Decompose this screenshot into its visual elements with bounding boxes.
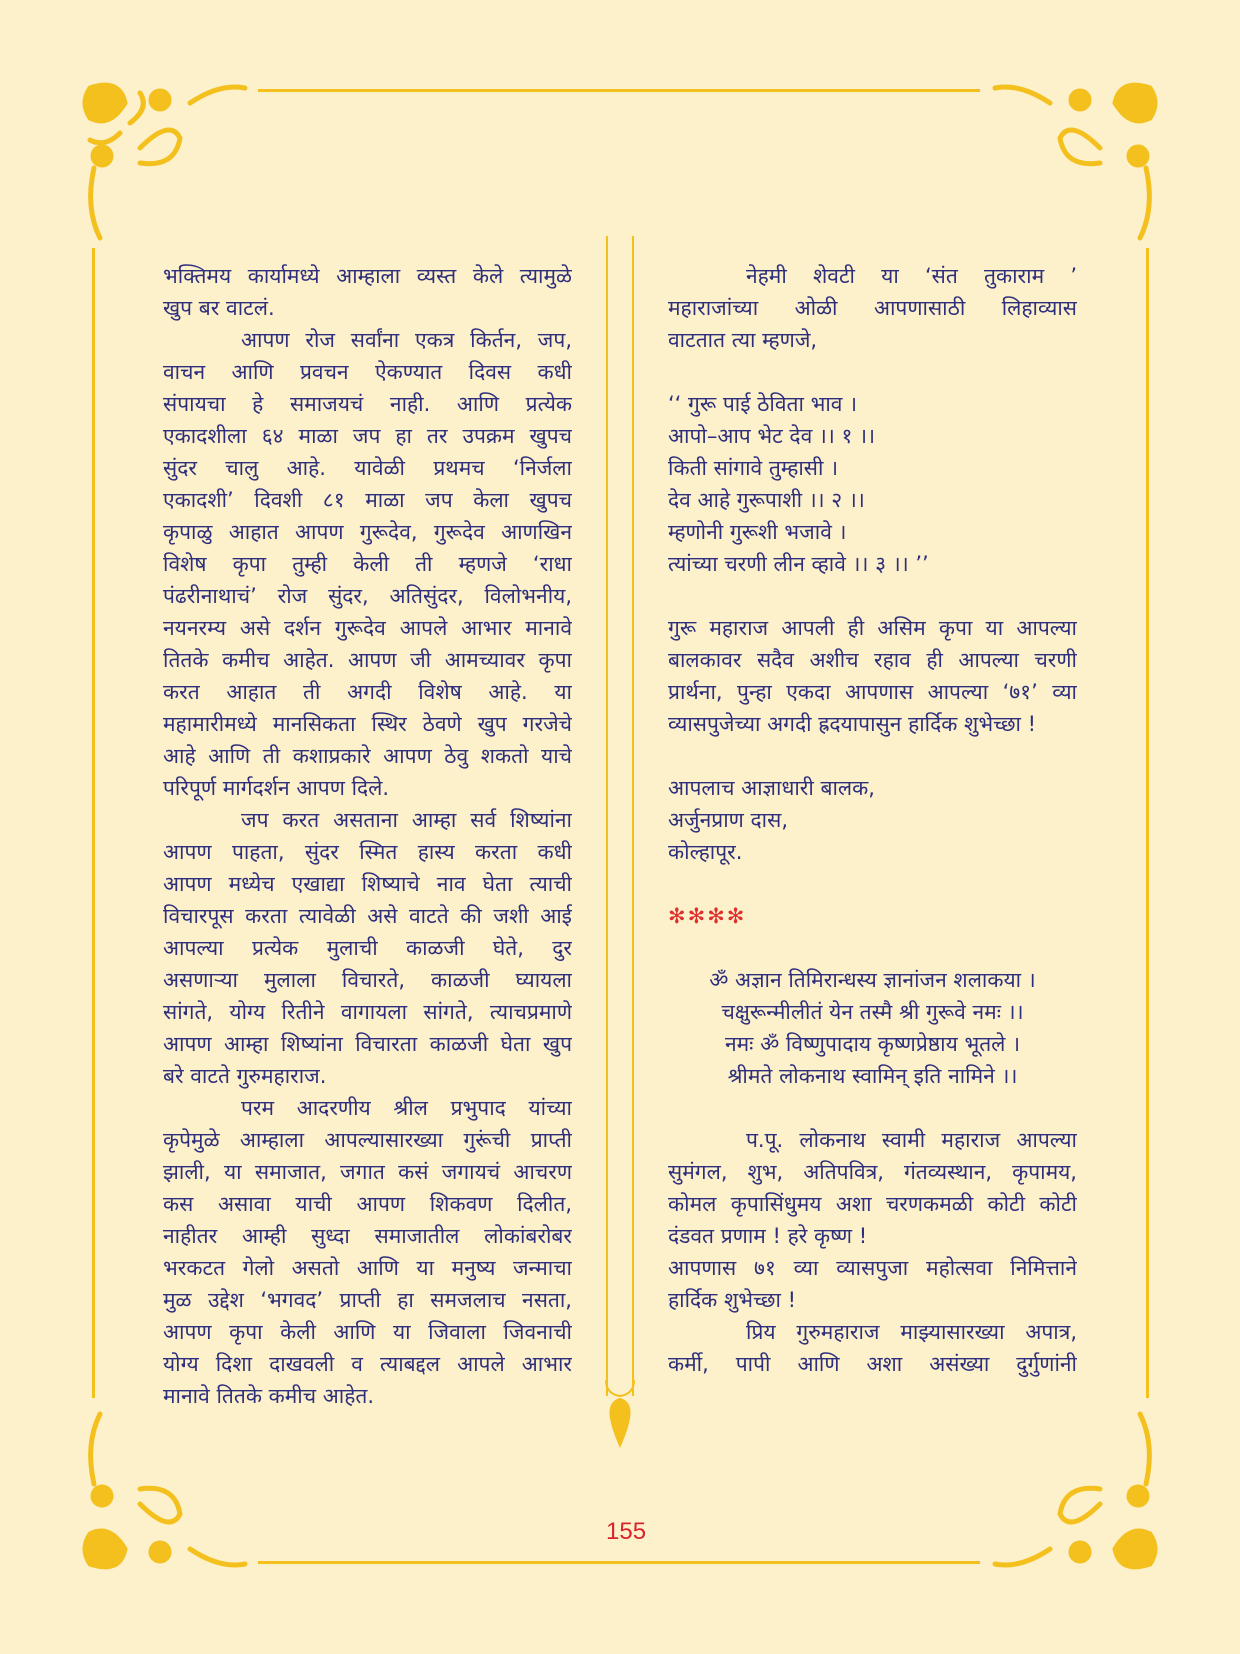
border-left bbox=[92, 248, 95, 1398]
text-line: मुळ उद्देश ‘भगवद’ प्राप्ती हा समजलाच नसता, bbox=[163, 1288, 572, 1312]
text-line: आपण रोज सर्वांना एकत्र किर्तन, जप, bbox=[241, 328, 572, 352]
text-line: आहे आणि ती कशाप्रकारे आपण ठेवु शकतो याचे bbox=[163, 744, 572, 768]
text-line: सुमंगल, शुभ, अतिपवित्र, गंतव्यस्थान, कृपामय, bbox=[668, 1160, 1077, 1184]
text-line bbox=[668, 356, 1077, 388]
border-bottom bbox=[258, 1561, 980, 1564]
text-line: कोल्हापूर. bbox=[668, 840, 743, 864]
text-line: एकादशीला ६४ माळा जप हा तर उपक्रम खुपच bbox=[163, 424, 572, 448]
text-line: नेहमी शेवटी या ‘संत तुकाराम ’ bbox=[746, 264, 1077, 288]
text-line: मानावे तितके कमीच आहेत. bbox=[163, 1384, 375, 1408]
text-line: वाचन आणि प्रवचन ऐकण्यात दिवस कधी bbox=[163, 360, 572, 384]
text-line: आपण पाहता, सुंदर स्मित हास्य करता कधी bbox=[163, 840, 572, 864]
text-line: दंडवत प्रणाम ! हरे कृष्ण ! bbox=[668, 1224, 868, 1248]
text-line: प्रार्थना, पुन्हा एकदा आपणास आपल्या ‘७१’ व्या bbox=[668, 680, 1077, 704]
text-line: विशेष कृपा तुम्ही केली ती म्हणजे ‘राधा bbox=[163, 552, 572, 576]
text-line: कृपेमुळे आम्हाला आपल्यासारख्या गुरूंची प्राप्ती bbox=[163, 1128, 572, 1152]
text-line: आपल्या प्रत्येक मुलाची काळजी घेते, दुर bbox=[163, 936, 572, 960]
text-line: तितके कमीच आहेत. आपण जी आमच्यावर कृपा bbox=[163, 648, 572, 672]
text-line: जप करत असताना आम्हा सर्व शिष्यांना bbox=[241, 808, 572, 832]
text-line: प्रिय गुरुमहाराज माझ्यासारख्या अपात्र, bbox=[746, 1320, 1077, 1344]
text-line: नयनरम्य असे दर्शन गुरूदेव आपले आभार मानावे bbox=[163, 616, 572, 640]
text-line bbox=[668, 740, 1077, 772]
text-line: सांगते, योग्य रितीने वागायला सांगते, त्याचप्रमाणे bbox=[163, 1000, 572, 1024]
text-line: व्यासपुजेच्या अगदी ह्रदयापासुन हार्दिक शुभेच्छा ! bbox=[668, 712, 1037, 736]
text-line: सुंदर चालु आहे. यावेळी प्रथमच ‘निर्जला bbox=[163, 456, 572, 480]
text-line: कृपाळु आहात आपण गुरूदेव, गुरूदेव आणखिन bbox=[163, 520, 572, 544]
text-line: बरे वाटते गुरुमहाराज. bbox=[163, 1064, 327, 1088]
text-line: विचारपूस करता त्यावेळी असे वाटते की जशी आई bbox=[163, 904, 572, 928]
column-divider-right bbox=[632, 236, 634, 1396]
text-line bbox=[668, 580, 1077, 612]
text-line: म्हणोनी गुरूशी भजावे । bbox=[668, 520, 847, 544]
text-line bbox=[668, 868, 1077, 900]
text-line: एकादशी’ दिवशी ८१ माळा जप केला खुपच bbox=[163, 488, 572, 512]
text-line: आपो–आप भेट देव ।। १ ।। bbox=[668, 424, 876, 448]
left-text-column bbox=[163, 260, 572, 1412]
text-line: ॐ अज्ञान तिमिरान्धस्य ज्ञानांजन शलाकया । bbox=[709, 968, 1036, 992]
corner-ornament-top-left bbox=[80, 78, 250, 248]
text-line: भरकटत गेलो असतो आणि या मनुष्य जन्माचा bbox=[163, 1256, 572, 1280]
text-line: त्यांच्या चरणी लीन व्हावे ।। ३ ।। ’’ bbox=[668, 552, 929, 576]
corner-ornament-bottom-left bbox=[80, 1404, 250, 1574]
text-line: कर्मी, पापी आणि अशा असंख्या दुर्गुणांनी bbox=[668, 1352, 1077, 1376]
text-line: महामारीमध्ये मानसिकता स्थिर ठेवणे खुप गरजेचे bbox=[163, 712, 572, 736]
text-line: संपायचा हे समाजयचं नाही. आणि प्रत्येक bbox=[163, 392, 572, 416]
text-line: कोमल कृपासिंधुमय अशा चरणकमळी कोटी कोटी bbox=[668, 1192, 1077, 1216]
text-line: पंढरीनाथाचं’ रोज सुंदर, अतिसुंदर, विलोभनीय, bbox=[163, 584, 572, 608]
text-line: खुप बर वाटलं. bbox=[163, 296, 275, 320]
text-line: नमः ॐ विष्णुपादाय कृष्णप्रेष्ठाय भूतले । bbox=[724, 1032, 1021, 1056]
text-line: असणाऱ्या मुलाला विचारते, काळजी घ्यायला bbox=[163, 968, 572, 992]
text-line: श्रीमते लोकनाथ स्वामिन् इति नामिने ।। bbox=[727, 1064, 1018, 1088]
text-line: महाराजांच्या ओळी आपणासाठी लिहाव्यास bbox=[668, 296, 1077, 320]
right-text-column bbox=[668, 260, 1077, 1380]
text-line: करत आहात ती अगदी विशेष आहे. या bbox=[163, 680, 572, 704]
section-separator-stars: ✻✻✻✻ bbox=[668, 904, 747, 928]
text-line: भक्तिमय कार्यामध्ये आम्हाला व्यस्त केले त्यामुळे bbox=[163, 264, 572, 288]
text-line: किती सांगावे तुम्हासी । bbox=[668, 456, 839, 480]
text-line: ‘‘ गुरू पाई ठेविता भाव । bbox=[668, 392, 858, 416]
page-number: 155 bbox=[606, 1518, 647, 1545]
text-line: कस असावा याची आपण शिकवण दिलीत, bbox=[163, 1192, 572, 1216]
text-line: प.पू. लोकनाथ स्वामी महाराज आपल्या bbox=[746, 1128, 1077, 1152]
text-line: झाली, या समाजात, जगात कसं जगायचं आचरण bbox=[163, 1160, 572, 1184]
divider-drop-ornament bbox=[600, 1380, 640, 1450]
text-line bbox=[668, 1092, 1077, 1124]
text-line: आपलाच आज्ञाधारी बालक, bbox=[668, 776, 875, 800]
text-line: आपण मध्येच एखाद्या शिष्याचे नाव घेता त्याची bbox=[163, 872, 572, 896]
text-line: बालकावर सदैव अशीच रहाव ही आपल्या चरणी bbox=[668, 648, 1077, 672]
border-right bbox=[1146, 248, 1149, 1398]
text-line: आपण आम्हा शिष्यांना विचारता काळजी घेता खुप bbox=[163, 1032, 572, 1056]
text-line: आपण कृपा केली आणि या जिवाला जिवनाची bbox=[163, 1320, 572, 1344]
column-divider-left bbox=[606, 236, 608, 1396]
corner-ornament-bottom-right bbox=[990, 1404, 1160, 1574]
text-line: परम आदरणीय श्रील प्रभुपाद यांच्या bbox=[241, 1096, 572, 1120]
text-line: गुरू महाराज आपली ही असिम कृपा या आपल्या bbox=[668, 616, 1077, 640]
text-line: हार्दिक शुभेच्छा ! bbox=[668, 1288, 797, 1312]
text-line bbox=[668, 932, 1077, 964]
text-line: अर्जुनप्राण दास, bbox=[668, 808, 788, 832]
text-line: योग्य दिशा दाखवली व त्याबद्दल आपले आभार bbox=[163, 1352, 572, 1376]
border-top bbox=[258, 89, 980, 92]
text-line: वाटतात त्या म्हणजे, bbox=[668, 328, 818, 352]
text-line: आपणास ७१ व्या व्यासपुजा महोत्सवा निमित्ताने bbox=[668, 1256, 1077, 1280]
text-line: चक्षुरून्मीलीतं येन तस्मै श्री गुरूवे नमः ।। bbox=[721, 1000, 1024, 1024]
corner-ornament-top-right bbox=[990, 78, 1160, 248]
text-line: देव आहे गुरूपाशी ।। २ ।। bbox=[668, 488, 865, 512]
text-line: परिपूर्ण मार्गदर्शन आपण दिले. bbox=[163, 776, 390, 800]
text-line: नाहीतर आम्ही सुध्दा समाजातील लोकांबरोबर bbox=[163, 1224, 572, 1248]
